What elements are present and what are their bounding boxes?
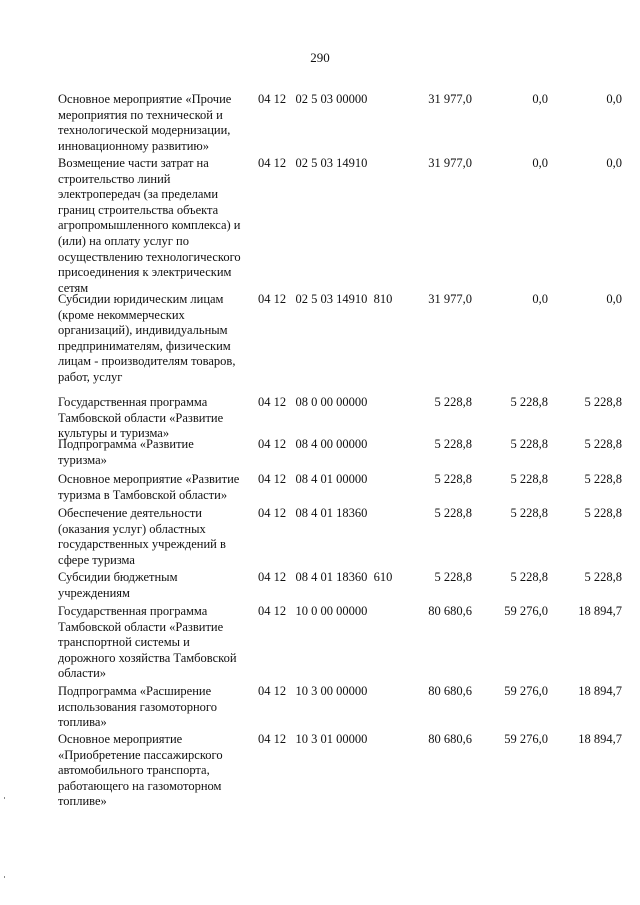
value-col-1: 80 680,6	[428, 732, 472, 746]
budget-code: 04 12 02 5 03 14910	[258, 156, 368, 170]
value-col-1: 31 977,0	[428, 292, 472, 306]
value-col-3: 5 228,8	[584, 395, 622, 409]
value-col-1: 5 228,8	[434, 437, 472, 451]
item-name: Подпрограмма «Развитие туризма»	[58, 437, 194, 467]
value-col-2: 59 276,0	[504, 732, 548, 746]
item-name: Основное мероприятие «Прочие мероприятия по технической и технологической модернизации, инновационному развитию»	[58, 92, 232, 153]
value-col-1: 80 680,6	[428, 604, 472, 618]
budget-code: 04 12 08 4 01 18360 610	[258, 570, 393, 584]
value-col-2: 0,0	[532, 156, 548, 170]
budget-code: 04 12 08 4 00 00000	[258, 437, 368, 451]
value-col-3: 18 894,7	[578, 732, 622, 746]
value-col-1: 5 228,8	[434, 506, 472, 520]
item-name: Возмещение части затрат на строительство линий электропередач (за пределами границ строительства объекта агропромышленного комплекса) и (или) на оплату услуг по осуществлению технологического присоединения к электрическим сетям	[58, 156, 241, 295]
value-col-2: 59 276,0	[504, 604, 548, 618]
value-col-1: 31 977,0	[428, 92, 472, 106]
scan-mark	[4, 797, 5, 799]
value-col-2: 0,0	[532, 292, 548, 306]
budget-code: 04 12 10 3 01 00000	[258, 732, 368, 746]
value-col-2: 5 228,8	[510, 395, 548, 409]
value-col-3: 18 894,7	[578, 684, 622, 698]
value-col-3: 5 228,8	[584, 472, 622, 486]
item-name: Обеспечение деятельности (оказания услуг) областных государственных учреждений в сфере туризма	[58, 506, 226, 567]
scan-mark	[4, 876, 5, 878]
item-name: Основное мероприятие «Приобретение пассажирского автомобильного транспорта, работающего на газомоторном топливе»	[58, 732, 223, 809]
budget-code: 04 12 10 0 00 00000	[258, 604, 368, 618]
value-col-2: 5 228,8	[510, 472, 548, 486]
value-col-2: 5 228,8	[510, 437, 548, 451]
value-col-1: 80 680,6	[428, 684, 472, 698]
item-name: Государственная программа Тамбовской области «Развитие транспортной системы и дорожного хозяйства Тамбовской области»	[58, 604, 237, 681]
value-col-2: 5 228,8	[510, 506, 548, 520]
page-number: 290	[310, 50, 330, 65]
value-col-2: 59 276,0	[504, 684, 548, 698]
value-col-1: 5 228,8	[434, 395, 472, 409]
item-name: Подпрограмма «Расширение использования газомоторного топлива»	[58, 684, 217, 730]
budget-code: 04 12 02 5 03 14910 810	[258, 292, 393, 306]
budget-code: 04 12 10 3 00 00000	[258, 684, 368, 698]
item-name: Основное мероприятие «Развитие туризма в Тамбовской области»	[58, 472, 240, 502]
value-col-3: 0,0	[606, 292, 622, 306]
value-col-2: 0,0	[532, 92, 548, 106]
value-col-1: 31 977,0	[428, 156, 472, 170]
budget-code: 04 12 02 5 03 00000	[258, 92, 368, 106]
value-col-3: 18 894,7	[578, 604, 622, 618]
value-col-3: 5 228,8	[584, 437, 622, 451]
value-col-3: 0,0	[606, 156, 622, 170]
budget-code: 04 12 08 0 00 00000	[258, 395, 368, 409]
item-name: Субсидии юридическим лицам (кроме некоммерческих организаций), индивидуальным предпринимателям, физическим лицам - производителям товаров, работ, услуг	[58, 292, 236, 384]
item-name: Субсидии бюджетным учреждениям	[58, 570, 178, 600]
budget-code: 04 12 08 4 01 00000	[258, 472, 368, 486]
value-col-1: 5 228,8	[434, 570, 472, 584]
value-col-3: 0,0	[606, 92, 622, 106]
value-col-3: 5 228,8	[584, 506, 622, 520]
budget-code: 04 12 08 4 01 18360	[258, 506, 368, 520]
value-col-2: 5 228,8	[510, 570, 548, 584]
item-name: Государственная программа Тамбовской области «Развитие культуры и туризма»	[58, 395, 224, 441]
value-col-3: 5 228,8	[584, 570, 622, 584]
value-col-1: 5 228,8	[434, 472, 472, 486]
